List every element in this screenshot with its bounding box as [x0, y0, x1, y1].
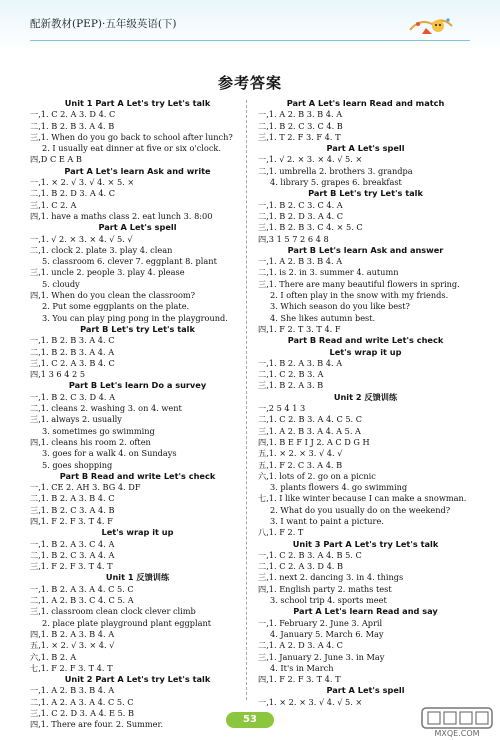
left-answer-line: 四,1. F 2. F 3. T 4. F — [30, 515, 113, 526]
right-section-heading: Part B Let's try Let's talk — [308, 188, 423, 199]
left-answer-line: 5. classroom 6. clever 7. eggplant 8. plant — [42, 256, 217, 267]
right-section-heading: Unit 2 反馈训练 — [333, 391, 398, 402]
right-answer-line: 七,1. I like winter because I can make a snowman. — [258, 493, 467, 504]
right-answer-line: 一,1. √ 2. × 3. × 4. √ 5. × — [258, 154, 363, 165]
left-section-heading: Unit 2 Part A Let's try Let's talk — [64, 674, 211, 685]
right-answer-line: 四,1. F 2. T 3. T 4. F — [258, 323, 341, 334]
left-answer-line: 二,1. cleans 2. washing 3. on 4. went — [30, 403, 182, 414]
right-answer-line: 一,1. February 2. June 3. April — [258, 617, 383, 628]
page-number: 53 — [226, 712, 274, 728]
right-answer-line: 一,1. C 2. B 3. A 4. B 5. C — [258, 549, 362, 560]
right-answer-line: 五,1. × 2. × 3. √ 4. √ — [258, 448, 343, 459]
left-section-heading: Part B Let's learn Do a survey — [68, 380, 207, 391]
left-answer-line: 二,1. B 2. A 3. B 4. C — [30, 493, 115, 504]
left-answer-line: 三,1. C 2. A — [30, 199, 77, 210]
right-answer-line: 三,1. A 2. B 3. A 4. A 5. A — [258, 425, 361, 436]
right-answer-line: 一,1. B 2. C 3. C 4. A — [258, 199, 343, 210]
left-section-heading: Unit 1 反馈训练 — [105, 572, 170, 583]
right-answer-line: 4. January 5. March 6. May — [270, 628, 384, 639]
right-answer-line: 一,1. A 2. B 3. B 4. A — [258, 109, 343, 120]
right-section-heading: Part A Let's spell — [326, 685, 405, 696]
answers-right-column — [258, 98, 473, 708]
left-answer-line: 六,1. B 2. A — [30, 651, 77, 662]
right-answer-line: 四,3 1 5 7 2 6 4 8 — [258, 233, 329, 244]
right-answer-line: 二,1. C 2. B 3. A — [258, 369, 324, 380]
right-answer-line: 4. It's in March — [270, 662, 334, 673]
right-answer-line: 二,1. A 2. D 3. A 4. C — [258, 640, 343, 651]
left-answer-line: 三,1. uncle 2. people 3. play 4. please — [30, 267, 185, 278]
left-section-heading: Part A Let's learn Ask and write — [64, 165, 211, 176]
right-section-heading: Part B Let's learn Ask and answer — [287, 244, 444, 255]
left-answer-line: 二,1. B 2. B 3. A 4. A — [30, 346, 115, 357]
right-answer-line: 三,1. There are many beautiful flowers in spring. — [258, 278, 460, 289]
left-answer-line: 四,1. There are four. 2. Summer. — [30, 719, 164, 730]
left-answer-line: 二,1. B 2. C 3. A 4. A — [30, 549, 115, 560]
right-answer-line: 四,1. English party 2. maths test — [258, 583, 392, 594]
left-answer-line: 三,1. F 2. F 3. T 4. T — [30, 561, 113, 572]
left-answer-line: 3. You can play ping pong in the playground. — [42, 312, 228, 323]
right-answer-line: 3. school trip 4. sports meet — [270, 595, 387, 606]
left-answer-line: 5. goes shopping — [42, 459, 113, 470]
right-answer-line: 3. Which season do you like best? — [270, 301, 410, 312]
right-section-heading: Part A Let's learn Read and say — [293, 606, 438, 617]
right-answer-line: 一,1. × 2. × 3. √ 4. √ 5. × — [258, 696, 363, 707]
right-section-heading: Part A Let's spell — [326, 143, 405, 154]
left-answer-line: 二,1. B 2. D 3. A 4. C — [30, 188, 116, 199]
left-section-heading: Part A Let's spell — [98, 222, 177, 233]
right-answer-line: 三,1. T 2. F 3. F 4. T — [258, 131, 341, 142]
left-section-heading: Part B Let's try Let's talk — [80, 323, 195, 334]
left-answer-line: 3. goes for a walk 4. on Sundays — [42, 448, 177, 459]
left-answer-line: 三,1. C 2. A 3. B 4. C — [30, 357, 115, 368]
left-answer-line: 四,1. cleans his room 2. often — [30, 436, 151, 447]
cartoon-logo-icon — [408, 12, 454, 38]
left-answer-line: 一,1. A 2. B 3. B 4. A — [30, 685, 115, 696]
left-answer-line: 四,1. B 2. A 3. B 4. A — [30, 628, 115, 639]
right-answer-line: 4. library 5. grapes 6. breakfast — [270, 177, 402, 188]
left-answer-line: 5. cloudy — [42, 278, 80, 289]
left-answer-line: 一,1. B 2. C 3. D 4. A — [30, 391, 116, 402]
right-section-heading: Unit 3 Part A Let's try Let's talk — [292, 538, 439, 549]
column-divider — [246, 100, 247, 700]
right-answer-line: 4. She likes autumn best. — [270, 312, 376, 323]
right-answer-line: 三,1. B 2. A 3. B — [258, 380, 324, 391]
right-answer-line: 六,1. lots of 2. go on a picnic — [258, 470, 376, 481]
left-answer-line: 三,1. C 2. D 3. A 4. E 5. B — [30, 708, 135, 719]
left-answer-line: 四,1 3 6 4 2 5 — [30, 369, 86, 380]
left-answer-line: 四,1. When do you clean the classroom? — [30, 290, 196, 301]
left-answer-line: 一,1. C 2. A 3. D 4. C — [30, 109, 116, 120]
left-answer-line: 一,1. B 2. A 3. C 4. A — [30, 538, 115, 549]
right-answer-line: 三,1. January 2. June 3. in May — [258, 651, 385, 662]
header-rule — [30, 40, 470, 41]
left-answer-line: 一,1. × 2. √ 3. √ 4. × 5. × — [30, 177, 135, 188]
answers-left-column — [30, 98, 245, 731]
right-answer-line: 2. What do you usually do on the weekend? — [270, 504, 451, 515]
right-answer-line: 一,1. A 2. B 3. B 4. A — [258, 256, 343, 267]
left-answer-line: 三,1. B 2. C 3. A 4. B — [30, 504, 115, 515]
left-answer-line: 五,1. × 2. √ 3. × 4. √ — [30, 640, 115, 651]
watermark-stamp-icon — [420, 706, 494, 738]
left-answer-line: 四,1. have a maths class 2. eat lunch 3. 8:00 — [30, 210, 213, 221]
left-answer-line: 2. place plate playground plant eggplant — [42, 617, 212, 628]
page-header — [0, 0, 500, 50]
page-title: 参考答案 — [217, 74, 282, 92]
right-answer-line: 八,1. F 2. T — [258, 527, 304, 538]
right-answer-line: 四,1. F 2. F 3. T 4. T — [258, 674, 341, 685]
right-answer-line: 三,1. B 2. B 3. C 4. × 5. C — [258, 222, 363, 233]
left-answer-line: 四,D C E A B — [30, 154, 82, 165]
right-answer-line: 五,1. F 2. C 3. A 4. B — [258, 459, 343, 470]
left-answer-line: 二,1. A 2. B 3. C 4. C 5. A — [30, 595, 134, 606]
left-answer-line: 七,1. F 2. F 3. T 4. T — [30, 662, 113, 673]
right-section-heading: Part B Read and write Let's check — [287, 335, 444, 346]
left-section-heading: Part B Read and write Let's check — [59, 470, 216, 481]
right-section-heading: Let's wrap it up — [329, 346, 402, 357]
right-answer-line: 一,1. B 2. A 3. B 4. A — [258, 357, 343, 368]
right-answer-line: 二,1. umbrella 2. brothers 3. grandpa — [258, 165, 413, 176]
watermark-text: MXQE.COM — [434, 729, 480, 738]
left-section-heading: Let's wrap it up — [101, 527, 174, 538]
right-answer-line: 四,1. B E F I J 2. A C D G H — [258, 436, 370, 447]
left-answer-line: 2. I usually eat dinner at five or six o'clock. — [42, 143, 221, 154]
left-answer-line: 一,1. √ 2. × 3. × 4. √ 5. √ — [30, 233, 133, 244]
left-answer-line: 一,1. CE 2. AH 3. BG 4. DF — [30, 482, 141, 493]
right-answer-line: 二,1. B 2. D 3. A 4. C — [258, 210, 344, 221]
right-answer-line: 二,1. C 2. A 3. D 4. B — [258, 561, 344, 572]
left-answer-line: 二,1. A 2. A 3. A 4. C 5. C — [30, 696, 134, 707]
header-title: 配新教材(PEP)·五年级英语(下) — [30, 18, 177, 30]
right-answer-line: 二,1. is 2. in 3. summer 4. autumn — [258, 267, 399, 278]
left-answer-line: 二,1. clock 2. plate 3. play 4. clean — [30, 244, 173, 255]
left-answer-line: 三,1. always 2. usually — [30, 414, 122, 425]
right-answer-line: 三,1. next 2. dancing 3. in 4. things — [258, 572, 404, 583]
left-answer-line: 2. Put some eggplants on the plate. — [42, 301, 190, 312]
right-answer-line: 一,2 5 4 1 3 — [258, 403, 306, 414]
left-answer-line: 一,1. B 2. A 3. A 4. C 5. C — [30, 583, 134, 594]
left-answer-line: 3. sometimes go swimming — [42, 425, 155, 436]
right-answer-line: 2. I often play in the snow with my friends. — [270, 290, 449, 301]
right-answer-line: 3. plants flowers 4. go swimming — [270, 482, 408, 493]
left-answer-line: 三,1. When do you go back to school after lunch? — [30, 131, 233, 142]
left-section-heading: Unit 1 Part A Let's try Let's talk — [64, 98, 211, 108]
right-answer-line: 二,1. B 2. C 3. C 4. B — [258, 120, 343, 131]
left-answer-line: 三,1. classroom clean clock clever climb — [30, 606, 196, 617]
right-answer-line: 二,1. C 2. B 3. A 4. C 5. C — [258, 414, 362, 425]
right-answer-line: 3. I want to paint a picture. — [270, 515, 384, 526]
right-section-heading: Part A Let's learn Read and match — [286, 98, 445, 108]
left-answer-line: 二,1. B 2. B 3. A 4. B — [30, 120, 115, 131]
left-answer-line: 一,1. B 2. B 3. A 4. C — [30, 335, 115, 346]
